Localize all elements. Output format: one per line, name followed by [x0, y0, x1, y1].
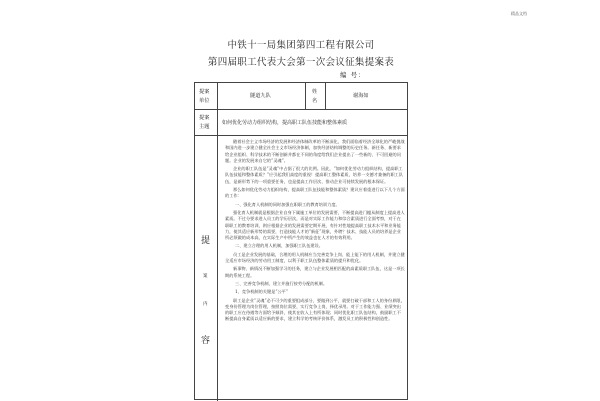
row-divider: [195, 109, 407, 110]
name-label: 名: [312, 98, 318, 104]
content-heading: 二、建立合理的用人机制，加强职工队伍建设。: [235, 243, 323, 249]
number-label: 编 号：: [340, 71, 366, 79]
company-title: 中铁十一局集团第四工程有限公司: [227, 40, 375, 51]
column-divider: [325, 83, 326, 109]
side-char-ti: 提: [201, 236, 211, 246]
form-title: 第四届职工代表大会第一次会议征集提案表: [207, 57, 395, 68]
content-heading: 一、强化育人机制的同时加强在职职工的教育培训力度。: [235, 201, 340, 207]
content-paragraph: 随着社会主义市场经济的发展和经济体制改革的不断深化，我们面临着经济全球化的严峻挑战和国内进一步建立健全社会主义市场经济体制，加快经济结构调整的历史任务。新任务、新要求给企业组织、科学技术的不断创新并都在不同的角度给我们企业提出了一些新的、不可回避的问题。企业的发展来自它的“灵魂”。: [225, 139, 405, 163]
side-char-rong: 容: [201, 336, 211, 346]
proposal-content: [225, 139, 405, 325]
topic-label: 主题: [199, 124, 210, 130]
proposer-unit-value: 隧道九队: [250, 93, 271, 99]
content-paragraph: 强化育人机制就是根据企业自身下属施工单位的发展需要，不断提高进门槛从制度上提高进人素质。不过分要求进入员工的学历层次，而是对实际工作能力和综合素质进行全面考察，对于在职职工的教育培训，则应根据企业的发展需要定期开展，有针对性地提高职工技术水平和业务能力，使其适应新形势的需要，打造技能人才的“新征”现象，外聘？技术、技能人员的培养是企业所必须做的成本高，在实际生产中所产生的效益也在人才的有效利用。: [225, 209, 405, 241]
corner-note: 精品文档: [511, 11, 527, 16]
topic-value: 如何优化劳动力组织结构，提高职工队伍技能和整体素质: [222, 120, 348, 126]
name-label: 姓: [312, 89, 318, 95]
content-heading: 1、竞争机制的关键是“公平”: [235, 289, 289, 295]
name-value: 谢海如: [353, 93, 369, 99]
content-heading: 三、完善竞争机制，建立并施行按劳分配的机制。: [235, 280, 328, 286]
content-paragraph: 企业的职工队伍是“灵魂”中占据了很大的比例。因此，“如何优化劳动力组织结构，提高职工队伍技能和整体素质？”应引起我们高度的重视！提高职工整体素质，培养一支德才兼备的职工队伍，是新形势下的一项重要任务，也是提高工作层次、推动企业可持续发展的根本保证。: [225, 166, 404, 184]
label-column-divider: [217, 83, 218, 401]
proposer-unit-label: 提案: [199, 89, 210, 95]
content-paragraph: 员工是企业发展的基础，合理的用人机制应当完善竞争上岗、能上能下的用人机制，并建立健全适应市场经济的劳动用工制度，以利于职工队伍整体素质的提升和优化。: [225, 251, 405, 264]
proposal-page: [192, 28, 410, 400]
content-paragraph: 职工是企业“灵魂”必不可少的重要组成部分，要做到公平，就要打破干部和工人的身份界限，变身份管理为岗位管理，按照岗位需要，实行竞争上岗，择优录用。对于工作能力强、业绩突出的职工应在待遇等方面给予倾斜，使其在收入上有所体现；同时优化职工队伍结构，鼓励职工不断提高自身素质以适应新的要求，建立科学的考核评价体系，激发员工的积极性和创造性。: [225, 297, 405, 322]
proposal-form-table: [194, 82, 408, 400]
topic-label: 提案: [199, 115, 210, 121]
proposer-unit-label: 单位: [199, 98, 210, 104]
column-divider: [305, 83, 306, 109]
row-divider: [195, 135, 407, 136]
content-paragraph: 那么如何优化劳动力组织结构，提高职工队伍技能和整体素质？建议应着重进行以下几个方面的工作：: [225, 187, 405, 199]
side-char-nei: 内: [203, 302, 208, 307]
side-char-an: 案: [203, 274, 208, 279]
content-paragraph: 新事物、新情况不断加强学习的任务，建立与企业发展相匹配的高素质职工队伍，这是一项长期的系统工程。: [225, 266, 405, 278]
